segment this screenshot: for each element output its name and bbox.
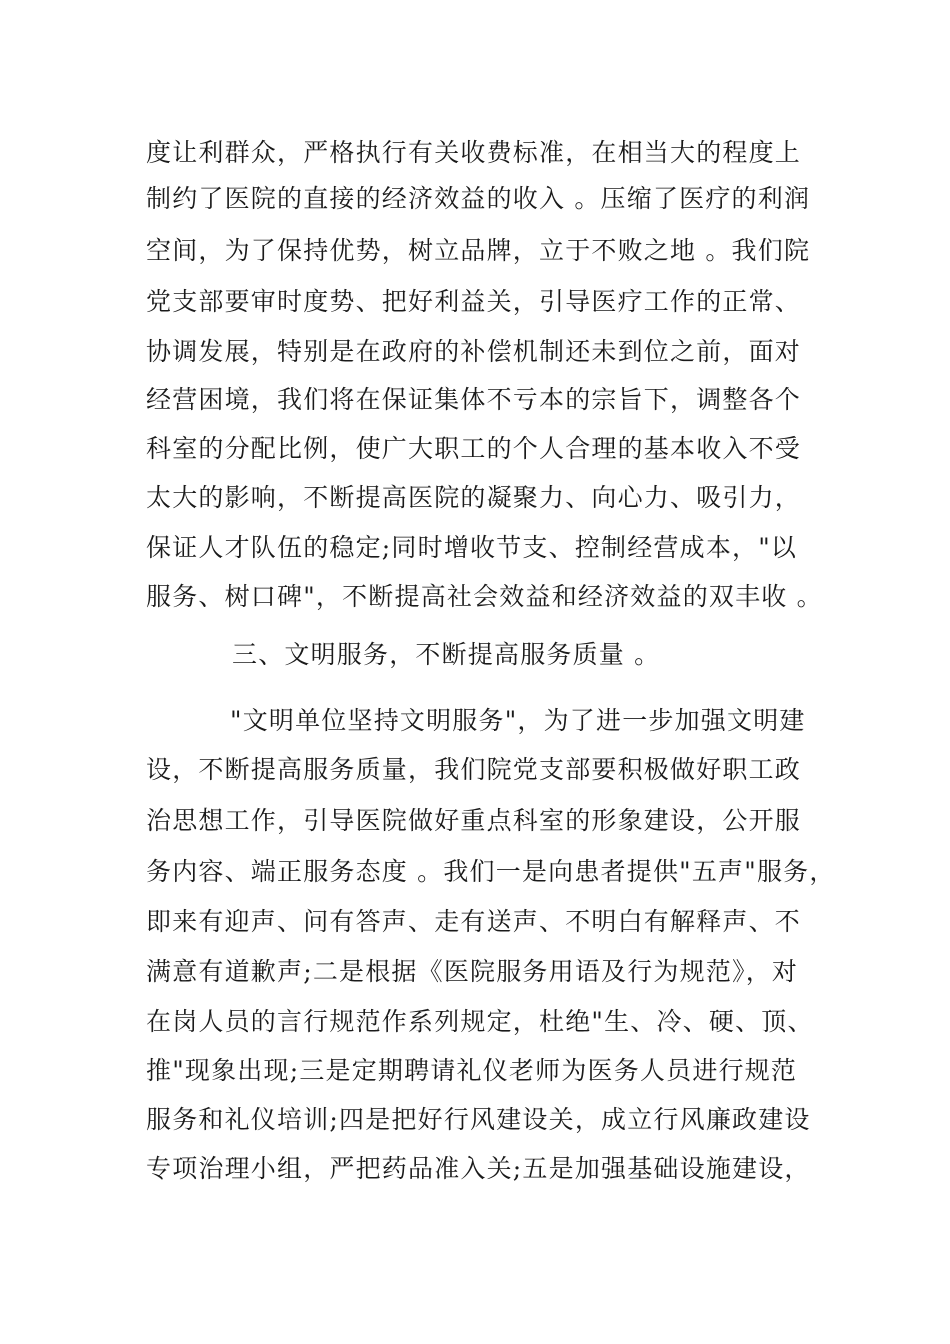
text-line: 满意有道歉声;二是根据《医院服务用语及行为规范》，对 [146, 957, 799, 986]
text-line: 推"现象出现;三是定期聘请礼仪老师为医务人员进行规范 [146, 1056, 798, 1085]
text-line: 科室的分配比例，使广大职工的个人合理的基本收入不受 [146, 434, 802, 463]
section-heading: 三、文明服务，不断提高服务质量 。 [232, 640, 661, 669]
paragraph-first-line: "文明单位坚持文明服务"，为了进一步加强文明建 [230, 706, 806, 735]
text-line: 空间，为了保持优势，树立品牌，立于不败之地 。我们院 [146, 236, 811, 265]
text-line: 服务和礼仪培训;四是把好行风建设关，成立行风廉政建设 [146, 1105, 811, 1134]
text-line: 在岗人员的言行规范作系列规定，杜绝"生、冷、硬、顶、 [146, 1007, 814, 1036]
text-line: 专项治理小组，严把药品准入关;五是加强基础设施建设， [146, 1154, 811, 1183]
text-line: 党支部要审时度势、把好利益关，引导医疗工作的正常、 [146, 287, 802, 316]
text-line: 设，不断提高服务质量，我们院党支部要积极做好职工政 [146, 755, 802, 784]
text-line: 即来有迎声、问有答声、走有送声、不明白有解释声、不 [146, 907, 802, 936]
text-line: 度让利群众，严格执行有关收费标准，在相当大的程度上 [146, 138, 802, 167]
text-line: 服务、树口碑"，不断提高社会效益和经济效益的双丰收 。 [146, 582, 823, 611]
text-line: 经营困境，我们将在保证集体不亏本的宗旨下，调整各个 [146, 385, 802, 414]
text-line: 务内容、端正服务态度 。我们一是向患者提供"五声"服务， [146, 857, 836, 886]
text-line: 制约了医院的直接的经济效益的收入 。压缩了医疗的利润 [146, 184, 811, 213]
text-line: 协调发展，特别是在政府的补偿机制还未到位之前，面对 [146, 337, 802, 366]
text-line: 治思想工作，引导医院做好重点科室的形象建设，公开服 [146, 806, 802, 835]
text-line: 太大的影响，不断提高医院的凝聚力、向心力、吸引力， [146, 483, 802, 512]
text-line: 保证人才队伍的稳定;同时增收节支、控制经营成本，"以 [146, 533, 798, 562]
